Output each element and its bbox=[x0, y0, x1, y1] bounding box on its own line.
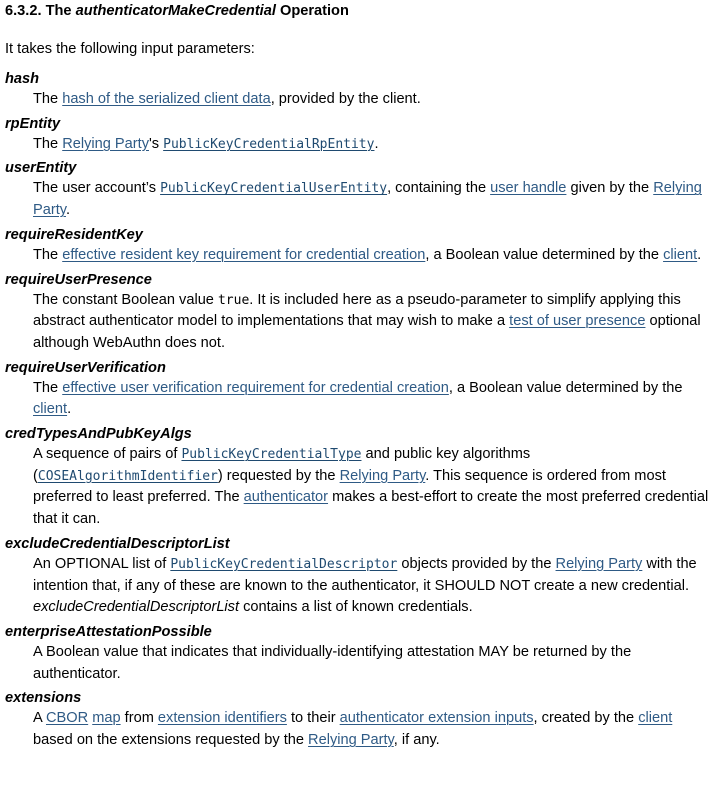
text: 's bbox=[149, 135, 164, 152]
term-link[interactable]: Relying Party bbox=[33, 180, 702, 219]
text: to their bbox=[286, 710, 340, 727]
parameter-description bbox=[33, 245, 720, 267]
text: contains a list of known credentials. bbox=[239, 599, 473, 616]
text: A bbox=[33, 710, 46, 727]
parameter-description bbox=[33, 290, 720, 355]
heading-operation-name: authenticatorMakeCredential bbox=[75, 3, 276, 19]
term-link[interactable]: Relying Party bbox=[555, 555, 643, 572]
text: A sequence of pairs of bbox=[33, 446, 182, 463]
text: An OPTIONAL list of bbox=[33, 555, 171, 572]
text: The bbox=[33, 246, 63, 263]
text: The user account’s bbox=[33, 180, 161, 197]
term-link[interactable]: test of user presence bbox=[509, 313, 646, 330]
text: . bbox=[67, 401, 72, 418]
parameter-description bbox=[33, 89, 720, 111]
term-link[interactable]: extension identifiers bbox=[157, 710, 287, 727]
term-link[interactable]: effective user verification requirement for credential creation bbox=[62, 379, 449, 396]
term-link[interactable]: client bbox=[638, 710, 673, 727]
parameter-name: excludeCredentialDescriptorList bbox=[5, 535, 230, 552]
parameter-name: credTypesAndPubKeyAlgs bbox=[5, 426, 192, 443]
text: based on the extensions requested by the bbox=[33, 732, 309, 749]
section-heading bbox=[5, 0, 720, 27]
text: , provided by the client. bbox=[270, 91, 421, 107]
term-link[interactable]: hash of the serialized client data bbox=[62, 91, 271, 107]
text: The bbox=[33, 379, 63, 396]
term-link[interactable]: Relying Party bbox=[308, 732, 394, 749]
heading-pre: The bbox=[45, 3, 72, 19]
text: The bbox=[33, 135, 63, 152]
text: . It is included here as a pseudo-parameter to simplify applying this abstract authenticator model to implementations that may wish to make a bbox=[33, 291, 681, 330]
parameter-name: enterpriseAttestationPossible bbox=[5, 623, 212, 640]
text: from bbox=[120, 710, 158, 727]
text: . bbox=[374, 135, 379, 152]
text: , if any. bbox=[393, 732, 440, 749]
text: , created by the bbox=[533, 710, 639, 727]
term-link[interactable]: authenticator bbox=[243, 489, 329, 506]
parameter-description bbox=[33, 554, 720, 619]
parameter-description bbox=[33, 178, 720, 221]
text: makes a best-effort to create the most preferred credential that it can. bbox=[33, 489, 709, 528]
term-link[interactable]: user handle bbox=[490, 180, 567, 197]
text: , containing the bbox=[387, 180, 491, 197]
text: optional although WebAuthn does not. bbox=[33, 313, 701, 351]
intro-paragraph: It takes the following input parameters: bbox=[5, 41, 255, 57]
parameter-name: requireUserPresence bbox=[5, 271, 152, 288]
text: with the intention that, if any of these are known to the authenticator, it SHOULD NOT create a new credential. bbox=[33, 555, 697, 594]
parameter-list bbox=[5, 69, 720, 752]
parameter-name: requireUserVerification bbox=[5, 359, 166, 376]
text: , a Boolean value determined by the bbox=[425, 246, 664, 263]
term-link[interactable]: effective resident key requirement for credential creation bbox=[62, 246, 426, 263]
code-literal: true bbox=[217, 292, 250, 308]
text: objects provided by the bbox=[397, 555, 556, 572]
term-link[interactable]: authenticator extension inputs bbox=[339, 710, 534, 727]
parameter-description bbox=[33, 134, 720, 156]
parameter-description bbox=[33, 444, 720, 531]
parameter-name: hash bbox=[5, 71, 40, 87]
term-link[interactable]: map bbox=[92, 710, 121, 727]
term-link[interactable]: CBOR bbox=[45, 710, 89, 727]
idl-link[interactable]: PublicKeyCredentialType bbox=[181, 447, 362, 463]
idl-link[interactable]: PublicKeyCredentialUserEntity bbox=[160, 181, 388, 197]
parameter-name: userEntity bbox=[5, 160, 77, 177]
term-link[interactable]: client bbox=[663, 246, 698, 263]
text: A Boolean value that indicates that individually-identifying attestation MAY be returned by the authenticator. bbox=[33, 643, 632, 682]
idl-link[interactable]: PublicKeyCredentialRpEntity bbox=[163, 136, 375, 152]
parameter-description bbox=[33, 708, 720, 751]
parameter-description bbox=[33, 378, 720, 421]
term-link[interactable]: client bbox=[33, 401, 68, 418]
term-link[interactable]: Relying Party bbox=[339, 467, 426, 484]
parameter-name: extensions bbox=[5, 690, 82, 707]
text: and public key algorithms ( bbox=[33, 446, 531, 484]
parameter-name: rpEntity bbox=[5, 115, 61, 132]
parameter-description bbox=[33, 642, 720, 685]
section-number: 6.3.2. bbox=[5, 3, 42, 19]
text: . bbox=[65, 202, 71, 219]
text: given by the bbox=[566, 180, 654, 197]
idl-link[interactable]: COSEAlgorithmIdentifier bbox=[37, 468, 218, 484]
text: ) requested by the bbox=[217, 467, 340, 484]
text: The constant Boolean value bbox=[33, 291, 218, 308]
idl-link[interactable]: PublicKeyCredentialDescriptor bbox=[170, 556, 398, 572]
term-link[interactable]: Relying Party bbox=[62, 135, 149, 152]
parameter-name: requireResidentKey bbox=[5, 226, 143, 243]
text: The bbox=[33, 91, 63, 107]
heading-post: Operation bbox=[279, 3, 349, 19]
text: . This sequence is ordered from most preferred to least preferred. The bbox=[33, 467, 666, 506]
emphasized-term: excludeCredentialDescriptorList bbox=[33, 599, 240, 616]
text: , a Boolean value determined by the bbox=[448, 379, 683, 396]
text: . bbox=[697, 246, 702, 263]
